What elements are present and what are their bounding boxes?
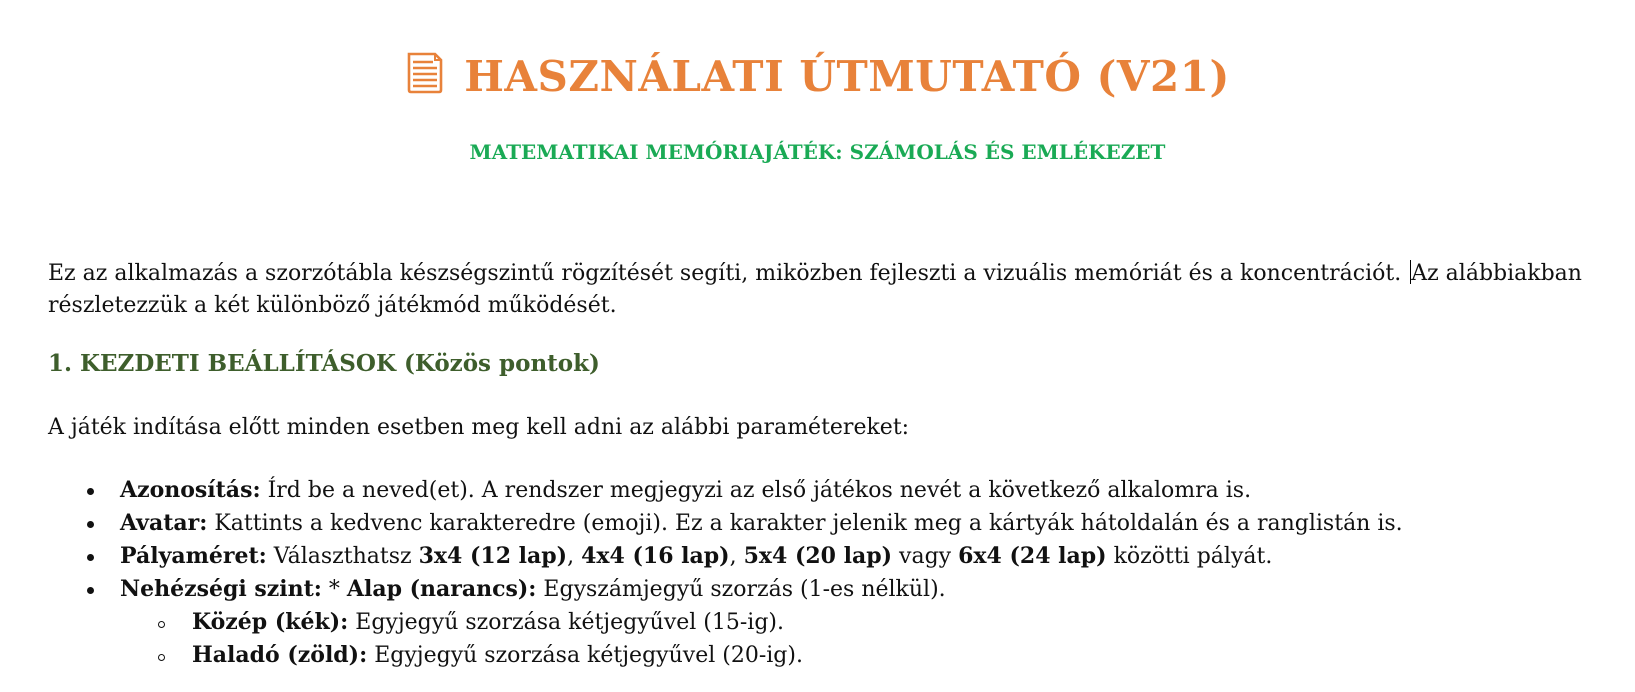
item-text: Egyszámjegyű szorzás (1-es nélkül). [536,577,946,602]
document-lines-icon [405,52,445,94]
item-label: Közép (kék): [192,609,349,635]
separator: , [567,544,582,569]
item-text: Egyjegyű szorzása kétjegyűvel (15-ig). [348,610,785,635]
intro-paragraph [48,258,1608,322]
list-item-difficulty [120,573,1610,606]
item-text: * [321,577,347,602]
item-text: Választhatsz [266,544,419,569]
list-item-difficulty-advanced [192,639,1610,672]
title-row [0,52,1635,101]
item-text: Kattints a kedvenc karakteredre (emoji). Ez a karakter jelenik meg a kártyák hátoldalán és a ranglistán is. [207,511,1403,536]
intro-text-2: Az alábbiakban részletezzük a két különböző játékmód működését. [48,261,1582,318]
item-text: Egyjegyű szorzása kétjegyűvel (20-ig). [367,643,803,668]
settings-list [120,474,1610,672]
item-label: Pályaméret: [120,543,267,569]
item-text: Írd be a neved(et). A rendszer megjegyzi az első játékos nevét a következő alkalomra is. [260,478,1252,503]
separator: , [729,544,744,569]
item-text: vagy [892,544,959,569]
item-label: Nehézségi szint: [120,576,322,602]
item-text: közötti pályát. [1106,544,1273,569]
item-label: Azonosítás: [120,477,261,503]
board-option-5x4: 5x4 (20 lap) [743,543,893,569]
board-option-4x4: 4x4 (16 lap) [581,543,730,569]
list-item-board-size [120,540,1610,573]
difficulty-level-basic: Alap (narancs): [346,576,537,602]
section-heading-1: 1. KEZDETI BEÁLLÍTÁSOK (Közös pontok) [48,350,600,377]
page-title: HASZNÁLATI ÚTMUTATÓ (V21) [464,52,1230,101]
page-subtitle: MATEMATIKAI MEMÓRIAJÁTÉK: SZÁMOLÁS ÉS EMLÉKEZET [469,140,1166,164]
list-item-difficulty-medium [192,606,1610,639]
item-label: Avatar: [120,510,208,536]
board-option-6x4: 6x4 (24 lap) [958,543,1107,569]
section-lead-paragraph: A játék indítása előtt minden esetben meg kell adni az alábbi paramétereket: [48,415,910,440]
item-label: Haladó (zöld): [192,642,368,668]
intro-text-1: Ez az alkalmazás a szorzótábla készségszintű rögzítését segíti, miközben fejleszti a vizuális memóriát és a koncentrációt. [48,261,1402,286]
board-option-3x4: 3x4 (12 lap) [418,543,568,569]
list-item-identification [120,474,1610,507]
list-item-avatar [120,507,1610,540]
